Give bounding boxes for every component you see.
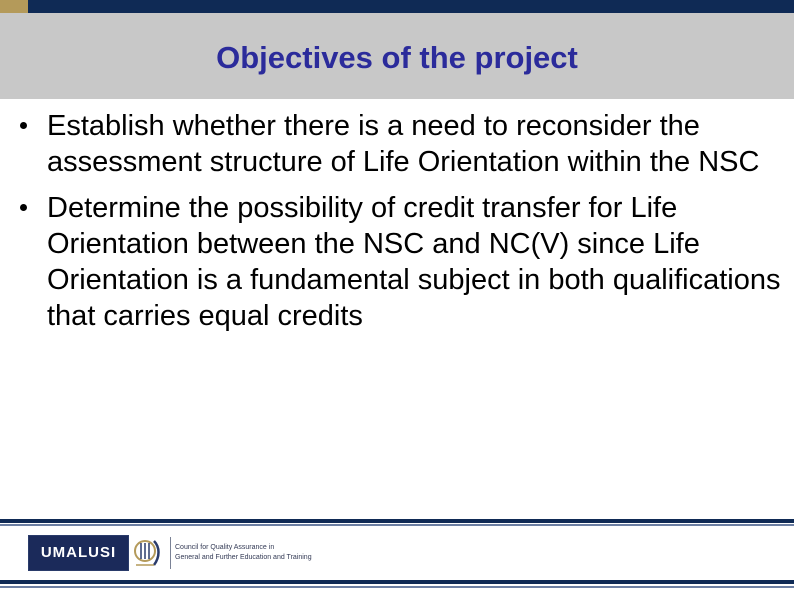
top-bar [0, 0, 794, 13]
logo-tagline-line2: General and Further Education and Training [175, 554, 312, 561]
bullet-dot-icon [20, 122, 27, 129]
footer-rule-top [0, 519, 794, 523]
bullet-item [20, 190, 790, 334]
bullet-text: Establish whether there is a need to reconsider the assessment structure of Life Orientation within the NSC [47, 110, 760, 178]
bullet-item [20, 108, 790, 180]
footer-rule-top-thin [0, 524, 794, 526]
bullet-dot-icon [20, 204, 27, 211]
logo-name: UMALUSI [40, 544, 117, 561]
umalusi-logo [28, 535, 328, 571]
bullet-list [20, 108, 790, 344]
umalusi-emblem-icon [132, 535, 162, 571]
top-bar-accent [0, 0, 28, 13]
slide-title: Objectives of the project [216, 40, 578, 75]
bullet-text: Determine the possibility of credit transfer for Life Orientation between the NSC and NC(V) since Life Orientation is a fundamental subject in both qualifications that carries equal credits [47, 192, 781, 332]
footer-rule-bottom-thin [0, 586, 794, 588]
logo-box [28, 535, 129, 571]
logo-divider [170, 537, 171, 569]
footer-rule-bottom [0, 580, 794, 584]
logo-tagline-line1: Council for Quality Assurance in [175, 544, 275, 551]
